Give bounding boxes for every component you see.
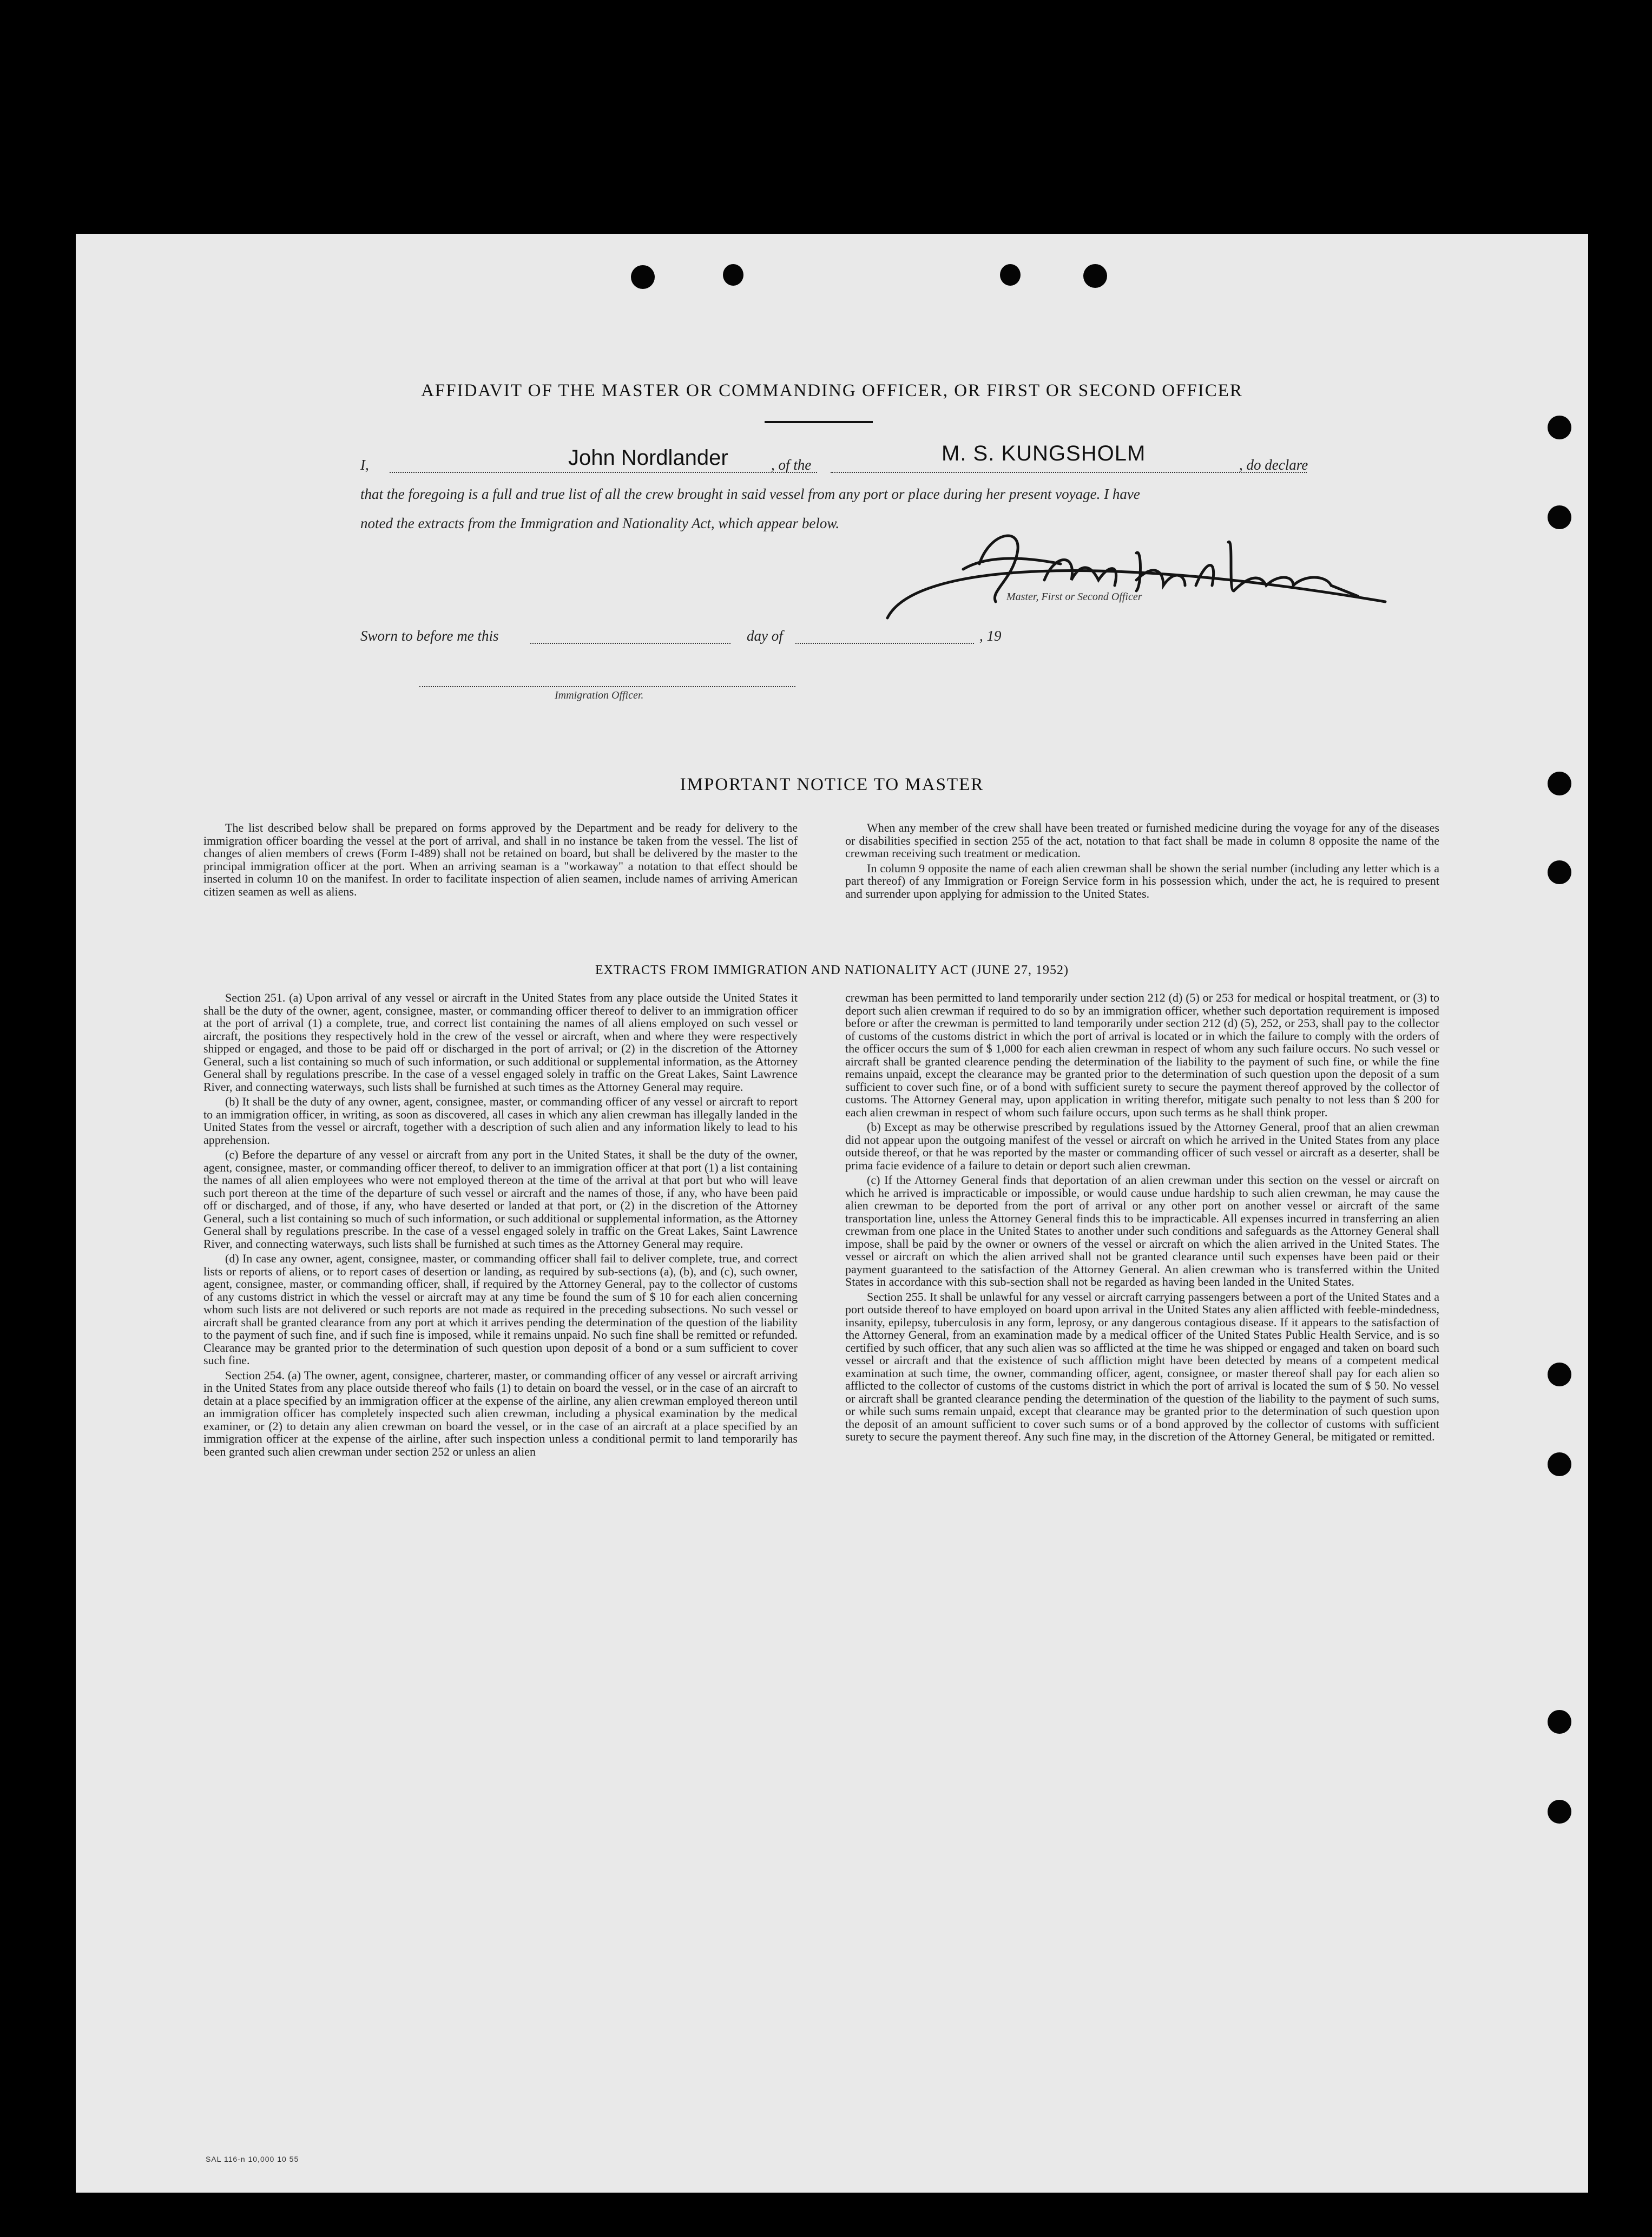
- punch-hole: [1548, 416, 1571, 439]
- notice-paragraph: The list described below shall be prepared on forms approved by the Department and be ready for delivery to the immigration officer boarding the vessel at the port of arrival, and shall in no instance be taken from the vessel. The list of changes of alien members of crews (Form I-489) shall not be retained on board, but shall be delivered by the master to the principal immigration officer at the port. When an arriving seaman is a "workaway" a notation to that effect should be inserted in column 10 on the manifest. In order to facilitate inspection of alien seamen, include names of arriving American citizen seamen as well as aliens.: [203, 821, 798, 898]
- sworn-day-line: [530, 643, 730, 644]
- declaration-mid: , of the: [771, 457, 812, 473]
- extract-paragraph: (d) In case any owner, agent, consignee, master, or commanding officer shall fail to deliver complete, true, and correct lists or reports of aliens, or to report cases of desertion or landing, as required by sub-sections (a), (b), and (c), such owner, agent, consignee, master, or commanding officer, shall, if required by the Attorney General, pay to the collector of customs of any customs district in which the vessel or aircraft may at any time be found the sum of $ 10 for each alien concerning whom such lists are not delivered or such reports are not made as required in the preceding subsections. No such vessel or aircraft shall be granted clearance from any port at which it arrives pending the determination of the question of the liability to the payment of such fine, and if such fine is imposed, while it remains unpaid. No such fine shall be remitted or refunded. Clearance may be granted prior to the determination of such question upon deposit of a bond or a sum sufficient to cover such fine.: [203, 1252, 798, 1367]
- declaration-line-2: that the foregoing is a full and true list of all the crew brought in said vessel from any port or place during her present voyage. I have: [360, 486, 1140, 502]
- officer-signature-line: [419, 686, 795, 687]
- officer-signature: [882, 521, 1401, 629]
- notice-paragraph: In column 9 opposite the name of each alien crewman shall be shown the serial number (including any letter which is a part thereof) of any Immigration or Foreign Service form in his possession which, under the act, he is required to present and surrender upon applying for admission to the United States.: [845, 861, 1439, 900]
- punch-hole: [1548, 1363, 1571, 1386]
- notice-left-column: [203, 821, 798, 900]
- affidavit-title: AFFIDAVIT OF THE MASTER OR COMMANDING OFFICER, OR FIRST OR SECOND OFFICER: [421, 381, 1243, 400]
- title-rule: [765, 421, 873, 423]
- sworn-prefix: Sworn to before me this: [360, 628, 499, 644]
- extract-paragraph: Section 255. It shall be unlawful for any vessel or aircraft carrying passengers between a port of the United States and a port outside thereof to have employed on board upon arrival in the United States any alien afflicted with feeble-mindedness, insanity, epilepsy, tuberculosis in any form, leprosy, or any dangerous contagious disease. If it appears to the satisfaction of the Attorney General, from an examination made by a medical officer of the United States Public Health Service, and is so certified by such officer, that any such alien was so afflicted at the time he was shipped or engaged and taken on board such vessel or aircraft and that the existence of such affliction might have been detected by means of a competent medical examination at such time, the owner, commanding officer, agent, consignee, or master thereof shall pay for each alien so afflicted to the collector of customs of the customs district in which the port of arrival is located the sum of $ 50. No vessel or aircraft shall be granted clearance pending the determination of the question of the liability to the payment of such sums, or while such sums remain unpaid, except that clearance may be granted prior to the determination of such question upon the deposit of an amount sufficient to cover such sums or of a bond approved by the collector of customs with sufficient surety to secure the payment thereof. Any such fine may, in the discretion of the Attorney General, be mitigated or remitted.: [845, 1289, 1439, 1443]
- sworn-day-label: day of: [747, 628, 783, 644]
- extracts-left-column: [203, 991, 798, 1460]
- extract-paragraph: Section 251. (a) Upon arrival of any vessel or aircraft in the United States from any place outside the United States it shall be the duty of the owner, agent, consignee, master, or commanding officer thereof to deliver to an immigration officer at the port of arrival (1) a complete, true, and correct list containing the names of all aliens employed on such vessel or aircraft, the positions they respectively hold in the crew of the vessel or aircraft, when and where they were respectively shipped or engaged, and those to be paid off or discharged in the port of arrival; or (2) in the discretion of the Attorney General, such a list containing so much of such information, or such additional or supplemental information, as the Attorney General shall by regulations prescribe. In the case of a vessel engaged solely in traffic on the Great Lakes, Saint Lawrence River, and connecting waterways, such lists shall be furnished at such times as the Attorney General may require.: [203, 991, 798, 1094]
- punch-hole: [631, 265, 655, 289]
- extract-paragraph: (c) Before the departure of any vessel or aircraft from any port in the United States, it shall be the duty of the owner, agent, consignee, master, or commanding officer thereof, to deliver to an immigration officer at that port (1) a list containing the names of all alien employees who were not employed thereon at the time of the arrival at that port but who will leave such port thereon at the time of the departure of such vessel or aircraft and the names of those, if any, who have been paid off or discharged, and of those, if any, who have deserted or landed at that port, or (2) in the discretion of the Attorney General, such a list containing so much of such information, or such additional or supplemental information, as the Attorney General shall by regulations prescribe. In the case of a vessel engaged solely in traffic on the Great Lakes, Saint Lawrence River, and connecting waterways, such lists shall be furnished at such times as the Attorney General may require.: [203, 1148, 798, 1251]
- extracts-title: EXTRACTS FROM IMMIGRATION AND NATIONALITY ACT (JUNE 27, 1952): [595, 963, 1069, 977]
- punch-hole: [723, 264, 743, 286]
- notice-paragraph: When any member of the crew shall have been treated or furnished medicine during the voyage for any of the diseases or disabilities specified in section 255 of the act, notation to that fact shall be made in column 8 opposite the name of the crewman receiving such treatment or medication.: [845, 821, 1439, 860]
- vessel-line: [831, 472, 1307, 473]
- form-number: SAL 116-n 10,000 10 55: [206, 2155, 299, 2163]
- document-page: [76, 234, 1588, 2193]
- punch-hole: [1000, 264, 1021, 286]
- punch-hole: [1548, 1800, 1571, 1824]
- punch-hole: [1548, 860, 1571, 884]
- punch-hole: [1548, 505, 1571, 529]
- extract-paragraph: crewman has been permitted to land temporarily under section 212 (d) (5) or 253 for medical or hospital treatment, or (3) to deport such alien crewman if required to do so by an immigration officer, whether such deportation requirement is imposed before or after the crewman is permitted to land temporarily under section 212 (d) (5), 252, or 253, shall pay to the collector of customs of the customs district in which the port of arrival is located or in which the failure to comply with the orders of the officer occurs the sum of $ 1,000 for each alien crewman in respect of whom any such failure occurs. No such vessel or aircraft shall be granted clearence pending the determination of the liability to the payment of such fine, or while the fine remains unpaid, except the clearance may be granted prior to the determination of such question upon the deposit of a sum sufficient to cover such fine, or of a bond with sufficient surety to secure the payment thereof approved by the collector of customs. The Attorney General may, upon application in writing therefor, mitigate such penalty to not less than $ 200 for each alien crewman in respect of whom such failure occurs, upon such terms as he shall think proper.: [845, 991, 1439, 1119]
- punch-hole: [1548, 1710, 1571, 1734]
- declaration-suffix: , do declare: [1239, 457, 1308, 473]
- signature-caption: Master, First or Second Officer: [1006, 591, 1142, 603]
- notice-title: IMPORTANT NOTICE TO MASTER: [680, 775, 984, 794]
- immigration-officer-label: Immigration Officer.: [555, 689, 644, 701]
- vessel-name: M. S. KUNGSHOLM: [942, 442, 1146, 465]
- extract-paragraph: (c) If the Attorney General finds that deportation of an alien crewman under this section on the vessel or aircraft on which he arrived is impracticable or impossible, or would cause undue hardship to such alien crewman, he may cause the alien crewman to be deported from the port of arrival or any other port on another vessel or aircraft of the same transportation line, unless the Attorney General finds this to be impracticable. All expenses incurred in transferring an alien crewman from one place in the United States to another under such conditions and safeguards as the Attorney General shall impose, shall be paid by the owner or owners of the vessel or aircraft on which the alien arrived in the United States. The vessel or aircraft on which the alien arrived shall not be granted clearance until such expenses have been paid or their payment guaranteed to the satisfaction of the Attorney General. An alien crewman who is transferred within the United States in accordance with this sub-section shall not be regarded as having been landed in the United States.: [845, 1173, 1439, 1288]
- extracts-right-column: [845, 991, 1439, 1445]
- sworn-month-line: [795, 643, 974, 644]
- officer-name: John Nordlander: [568, 446, 728, 470]
- extract-paragraph: (b) Except as may be otherwise prescribed by regulations issued by the Attorney General, proof that an alien crewman did not appear upon the outgoing manifest of the vessel or aircraft on which he arrived in the United States from any place outside thereof, or that he was reported by the master or commanding officer of such vessel or aircraft as a deserter, shall be prima facie evidence of a failure to detain or deport such alien crewman.: [845, 1120, 1439, 1172]
- declaration-line-3: noted the extracts from the Immigration and Nationality Act, which appear below.: [360, 515, 840, 531]
- name-line: [390, 472, 817, 473]
- sworn-year: , 19: [979, 628, 1002, 644]
- extract-paragraph: (b) It shall be the duty of any owner, agent, consignee, master, or commanding officer of any vessel or aircraft to report to an immigration officer, in writing, as soon as discovered, all cases in which any alien crewman has illegally landed in the United States from the vessel or aircraft, together with a description of such alien and any information likely to lead to his apprehension.: [203, 1095, 798, 1147]
- punch-hole: [1548, 1452, 1571, 1476]
- punch-hole: [1083, 264, 1107, 288]
- declaration-prefix: I,: [360, 457, 369, 473]
- notice-right-column: [845, 821, 1439, 902]
- extract-paragraph: Section 254. (a) The owner, agent, consignee, charterer, master, or commanding officer of any vessel or aircraft arriving in the United States from any place outside thereof who fails (1) to detain on board the vessel, or in the case of an aircraft to detain at a place specified by an immigration officer at the expense of the airline, any alien crewman employed thereon until an immigration officer has completely inspected such alien crewman, including a physical examination by the medical examiner, or (2) to detain any alien crewman on board the vessel, or in the case of an aircraft at a place specified by an immigration officer at the expense of the airline, after such inspection unless a conditional permit to land temporarily has been granted such alien crewman under section 252 or unless an alien: [203, 1368, 798, 1458]
